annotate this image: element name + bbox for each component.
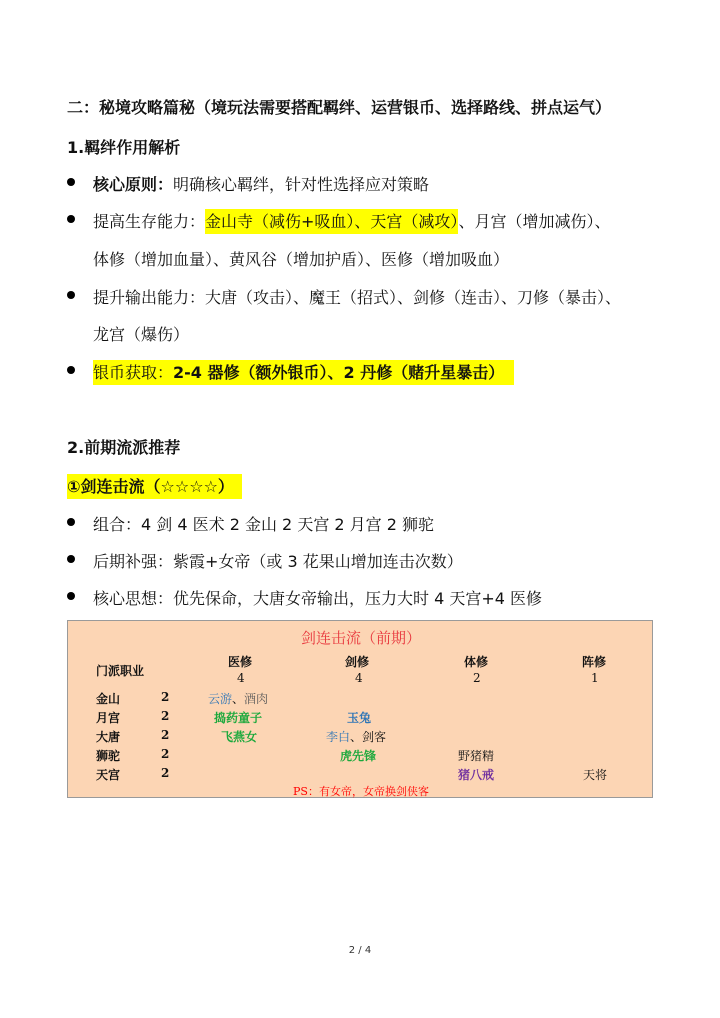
bullet-dot (67, 178, 75, 186)
row-name-tiangong: 天宫 (96, 768, 121, 782)
cell-tiangong-zhenxiu: 天将 (583, 768, 608, 782)
silver-prefix: 银币获取： (93, 363, 174, 382)
row-name-shituo: 狮驼 (96, 749, 121, 763)
row-count-yuegong: 2 (161, 709, 170, 723)
table-title: 剑连击流（前期） (300, 629, 421, 647)
row-name-yuegong: 月宫 (96, 711, 121, 725)
silver-text: 2-4 器修（额外银币）、2 丹修（赌升星暴击） (173, 363, 505, 382)
col-count-zhenxiu: 1 (591, 671, 599, 685)
survival-line2: 体修（增加血量）、黄风谷（增加护盾）、医修（增加吸血） (93, 250, 510, 269)
col-header-zhenxiu: 阵修 (582, 655, 607, 669)
bullet-silver (93, 360, 514, 383)
bullet-dot (67, 215, 75, 223)
bullet-dot (67, 366, 75, 374)
cell-shituo-tixiu: 野猪精 (458, 749, 495, 763)
section-heading: 二：秘境攻略篇秘（境玩法需要搭配羁绊、运营银币、选择路线、拼点运气） (67, 98, 612, 117)
survival-prefix: 提高生存能力： (93, 212, 206, 231)
col-header-jianxiu: 剑修 (345, 655, 370, 669)
cell-jinshan-yixiu: 云游、酒肉 (208, 692, 269, 706)
table-note: PS：有女帝，女帝换剑侠客 (293, 785, 429, 798)
bullet-combo: 组合：4 剑 4 医术 2 金山 2 天宫 2 月宫 2 狮驼 (93, 515, 435, 534)
bullet-dot (67, 518, 75, 526)
bullet-dot (67, 555, 75, 563)
bullet-core-idea: 核心思想：优先保命，大唐女帝输出，压力大时 4 天宫+4 医修 (93, 589, 543, 608)
row-count-datang: 2 (161, 728, 170, 742)
core-principle-text: 明确核心羁绊，针对性选择应对策略 (173, 175, 430, 194)
bullet-survival (93, 209, 610, 232)
school-title-text: ①剑连击流（☆☆☆☆） (67, 474, 242, 499)
lineup-table (67, 620, 653, 798)
col-header-yixiu: 医修 (228, 655, 253, 669)
row-count-shituo: 2 (161, 747, 170, 761)
table-corner-header: 门派职业 (96, 664, 145, 678)
survival-rest: 、月宫（增加减伤）、 (458, 212, 611, 231)
row-count-jinshan: 2 (161, 690, 170, 704)
cell-yuegong-jianxiu: 玉兔 (347, 711, 372, 725)
row-name-datang: 大唐 (96, 730, 121, 744)
page-number: 2 / 4 (348, 945, 372, 956)
bullet-dot (67, 592, 75, 600)
survival-highlight: 金山寺（减伤+吸血）、天宫（减攻） (205, 209, 458, 234)
row-name-jinshan: 金山 (96, 692, 121, 706)
cell-datang-yixiu: 飞燕女 (221, 730, 258, 744)
bullet-output: 提升输出能力：大唐（攻击）、魔王（招式）、剑修（连击）、刀修（暴击）、 (93, 288, 622, 307)
col-count-tixiu: 2 (473, 671, 481, 685)
col-count-yixiu: 4 (237, 671, 245, 685)
col-count-jianxiu: 4 (355, 671, 363, 685)
bullet-late-boost: 后期补强：紫霞+女帝（或 3 花果山增加连击次数） (93, 552, 463, 571)
col-header-tixiu: 体修 (464, 655, 489, 669)
bullet-core-principle (93, 172, 429, 195)
row-count-tiangong: 2 (161, 766, 170, 780)
cell-tiangong-tixiu: 猪八戒 (458, 768, 495, 782)
subheading-early-schools: 2.前期流派推荐 (67, 438, 181, 457)
cell-shituo-jianxiu: 虎先锋 (340, 749, 377, 763)
output-line2: 龙宫（爆伤） (93, 325, 190, 344)
core-principle-label: 核心原则： (93, 175, 174, 194)
school-title (67, 474, 242, 497)
bullet-dot (67, 291, 75, 299)
cell-yuegong-yixiu: 捣药童子 (214, 711, 263, 725)
subheading-bond-analysis: 1.羁绊作用解析 (67, 138, 181, 157)
cell-datang-jianxiu: 李白、剑客 (326, 730, 387, 744)
